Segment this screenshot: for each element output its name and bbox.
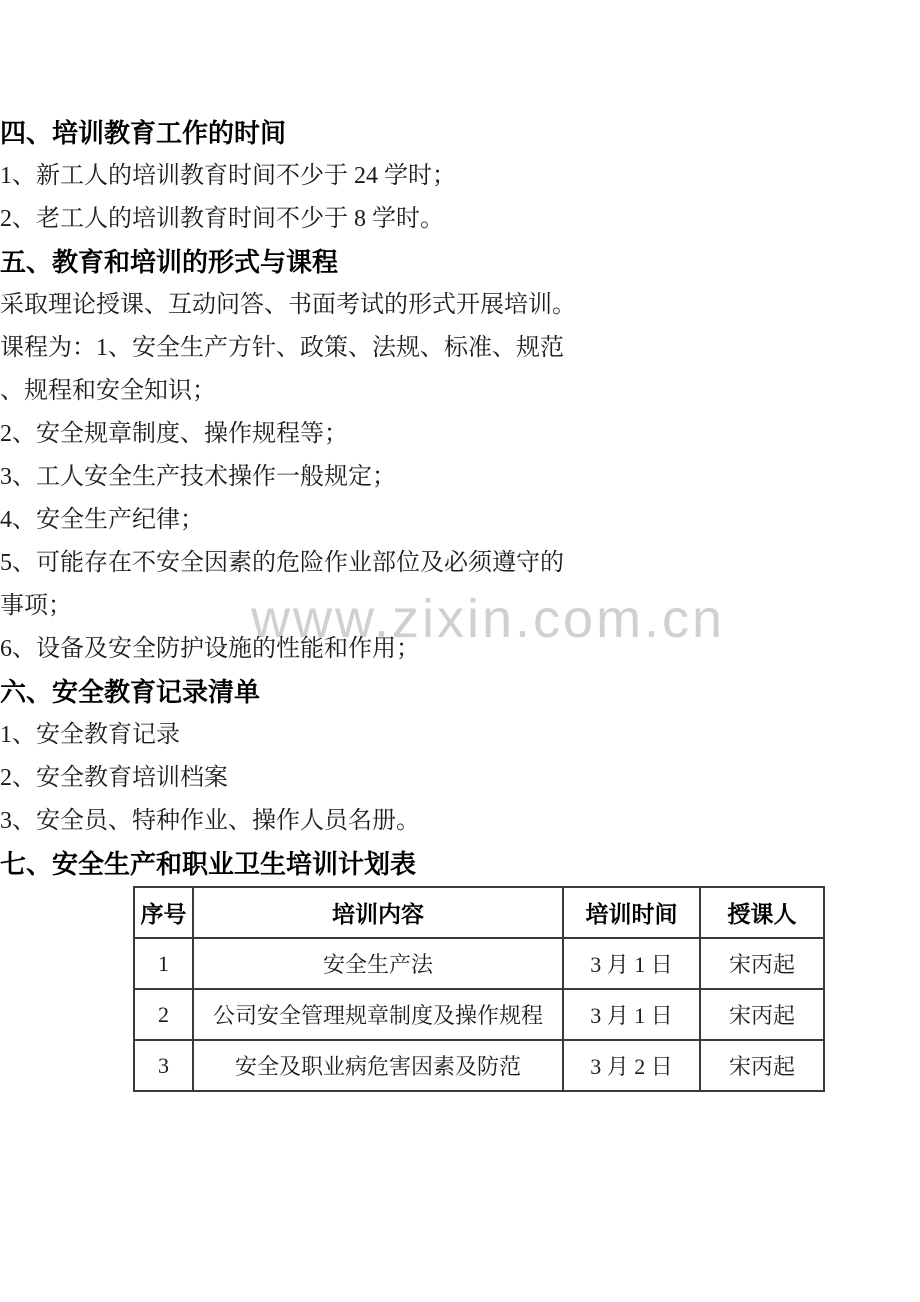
table-header-time: 培训时间	[563, 887, 700, 938]
heading-section-5: 五、教育和培训的形式与课程	[0, 248, 339, 277]
table-cell-lecturer: 宋丙起	[700, 938, 824, 989]
table-header-lecturer: 授课人	[700, 887, 824, 938]
table-cell-content: 安全及职业病危害因素及防范	[193, 1040, 563, 1091]
table-header-index: 序号	[134, 887, 193, 938]
table-row	[134, 1040, 824, 1091]
heading-section-4: 四、培训教育工作的时间	[0, 119, 287, 148]
table-cell-lecturer: 宋丙起	[700, 989, 824, 1040]
table-header-row	[134, 887, 824, 938]
table-row	[134, 989, 824, 1040]
doc-paragraph: 6、设备及安全防护设施的性能和作用；	[0, 636, 420, 662]
doc-paragraph: 5、可能存在不安全因素的危险作业部位及必须遵守的	[0, 550, 564, 576]
doc-paragraph: 课程为：1、安全生产方针、政策、法规、标准、规范	[0, 335, 564, 361]
heading-section-7: 七、安全生产和职业卫生培训计划表	[0, 850, 417, 879]
doc-paragraph: 采取理论授课、互动问答、书面考试的形式开展培训。	[0, 292, 576, 318]
doc-paragraph: 1、安全教育记录	[0, 722, 180, 748]
table-cell-time: 3 月 1 日	[563, 989, 700, 1040]
training-plan-table	[133, 886, 825, 1092]
table-cell-index: 2	[134, 989, 193, 1040]
doc-paragraph: 4、安全生产纪律；	[0, 507, 204, 533]
doc-paragraph: 2、安全教育培训档案	[0, 765, 228, 791]
table-cell-index: 1	[134, 938, 193, 989]
doc-paragraph: 事项；	[0, 593, 72, 619]
doc-paragraph: 3、工人安全生产技术操作一般规定；	[0, 464, 396, 490]
doc-paragraph: 、规程和安全知识；	[0, 378, 216, 404]
table-cell-content: 安全生产法	[193, 938, 563, 989]
doc-paragraph: 1、新工人的培训教育时间不少于 24 学时；	[0, 163, 456, 189]
table-cell-index: 3	[134, 1040, 193, 1091]
table-cell-lecturer: 宋丙起	[700, 1040, 824, 1091]
table-cell-time: 3 月 2 日	[563, 1040, 700, 1091]
heading-section-6: 六、安全教育记录清单	[0, 678, 261, 707]
document-body	[0, 112, 920, 886]
table-header-content: 培训内容	[193, 887, 563, 938]
doc-paragraph: 2、安全规章制度、操作规程等；	[0, 421, 348, 447]
table-cell-content: 公司安全管理规章制度及操作规程	[193, 989, 563, 1040]
watermark-text: www.zixin.com.cn	[251, 589, 726, 649]
table-row	[134, 938, 824, 989]
table-cell-time: 3 月 1 日	[563, 938, 700, 989]
doc-paragraph: 3、安全员、特种作业、操作人员名册。	[0, 808, 420, 834]
doc-paragraph: 2、老工人的培训教育时间不少于 8 学时。	[0, 206, 444, 232]
